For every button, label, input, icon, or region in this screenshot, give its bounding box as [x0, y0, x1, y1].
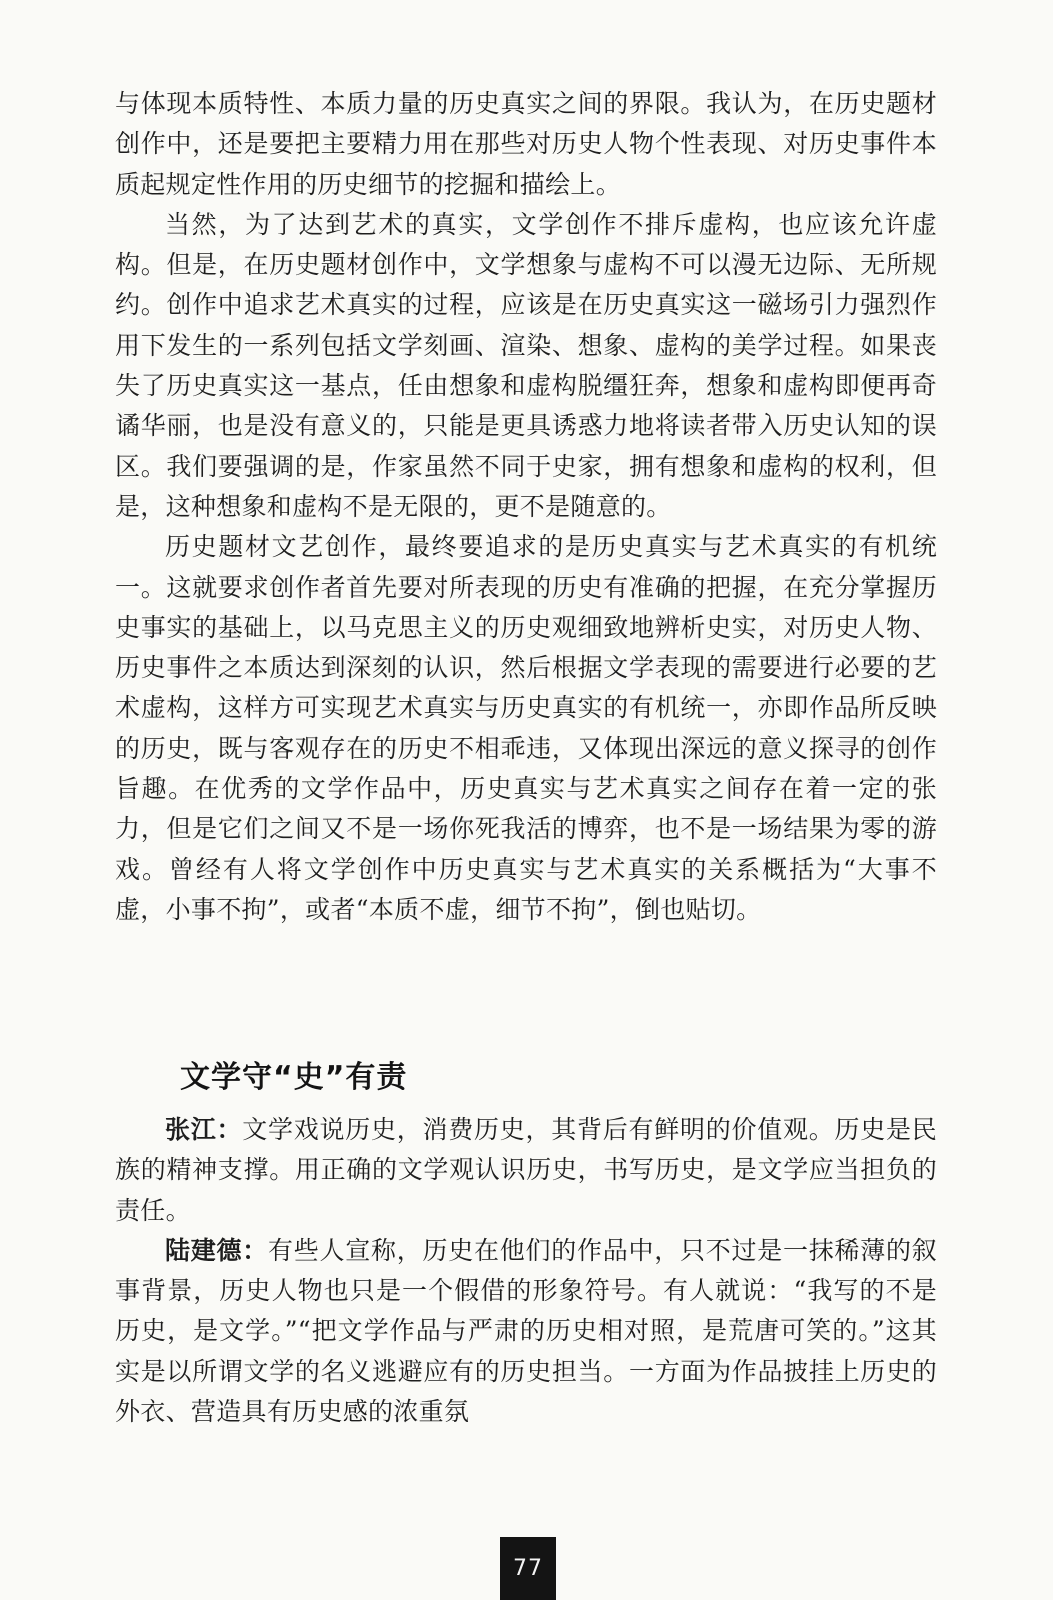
speaker-name: 张江：: [165, 1115, 243, 1144]
dialogue-text: 有些人宣称，历史在他们的作品中，只不过是一抹稀薄的叙事背景，历史人物也只是一个假借的形象符号。有人就说：“我写的不是历史，是文学。”“把文学作品与严肃的历史相对照，是荒唐可笑的。”这其实是以所谓文学的名义逃避应有的历史担当。一方面为作品披挂上历史的外衣、营造具有历史感的浓重氛: [115, 1235, 937, 1427]
page-number: 77: [513, 1556, 543, 1581]
speaker-name: 陆建德：: [165, 1235, 268, 1265]
paragraph-unity: 历史题材文艺创作，最终要追求的是历史真实与艺术真实的有机统一。这就要求创作者首先要对所表现的历史有准确的把握，在充分掌握历史事实的基础上，以马克思主义的历史观细致地辨析史实，对历史人物、历史事件之本质达到深刻的认识，然后根据文学表现的需要进行必要的艺术虚构，这样方可实现艺术真实与历史真实的有机统一，亦即作品所反映的历史，既与客观存在的历史不相乖违，又体现出深远的意义探寻的创作旨趣。在优秀的文学作品中，历史真实与艺术真实之间存在着一定的张力，但是它们之间又不是一场你死我活的博弈，也不是一场结果为零的游戏。曾经有人将文学创作中历史真实与艺术真实的关系概括为“大事不虚，小事不拘”，或者“本质不虚，细节不拘”，倒也贴切。: [115, 532, 937, 924]
paragraph-fiction: 当然，为了达到艺术的真实，文学创作不排斥虚构，也应该允许虚构。但是，在历史题材创作中，文学想象与虚构不可以漫无边际、无所规约。创作中追求艺术真实的过程，应该是在历史真实这一磁场引力强烈作用下发生的一系列包括文学刻画、渲染、想象、虚构的美学过程。如果丧失了历史真实这一基点，任由想象和虚构脱缰狂奔，想象和虚构即便再奇谲华丽，也是没有意义的，只能是更具诱惑力地将读者带入历史认知的误区。我们要强调的是，作家虽然不同于史家，拥有想象和虚构的权利，但是，这种想象和虚构不是无限的，更不是随意的。: [115, 209, 937, 521]
page-number-tab: [500, 1537, 556, 1600]
paragraph-continued: 与体现本质特性、本质力量的历史真实之间的界限。我认为，在历史题材创作中，还是要把主要精力用在那些对历史人物个性表现、对历史事件本质起规定性作用的历史细节的挖掘和描绘上。: [115, 89, 937, 199]
dialogue-text: 文学戏说历史，消费历史，其背后有鲜明的价值观。历史是民族的精神支撑。用正确的文学观认识历史，书写历史，是文学应当担负的责任。: [115, 1115, 937, 1225]
dialogue-entry-zhang: [115, 1110, 937, 1231]
section-heading: 文学守“史”有责: [180, 1060, 408, 1095]
body-text: [115, 84, 937, 930]
section-body: [115, 1110, 937, 1432]
dialogue-entry-lu: [115, 1231, 937, 1432]
